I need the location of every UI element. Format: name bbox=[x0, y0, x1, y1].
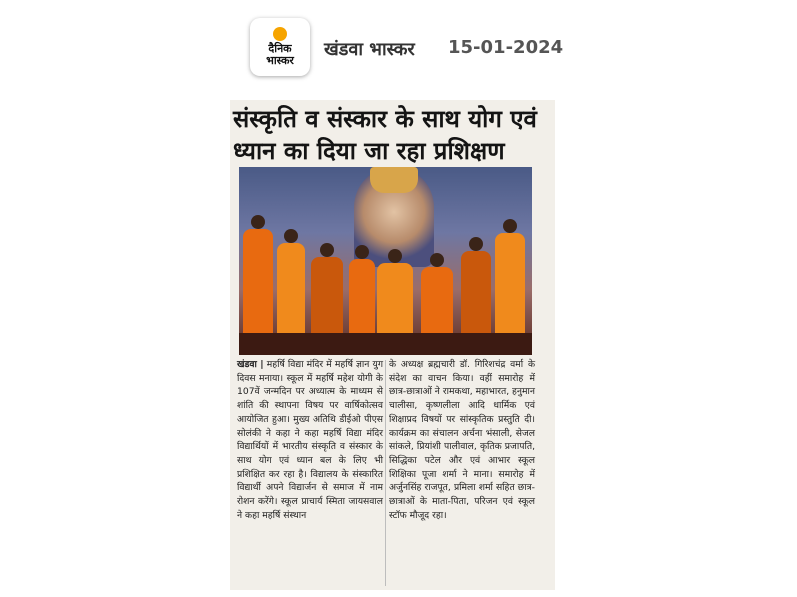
page-header bbox=[0, 0, 797, 90]
publication-date: 15-01-2024 bbox=[448, 37, 564, 58]
deity-crown bbox=[370, 167, 418, 193]
article-photo bbox=[239, 167, 532, 355]
dainik-bhaskar-logo[interactable] bbox=[250, 18, 310, 76]
article-column-left bbox=[237, 358, 383, 522]
dancer-figure bbox=[277, 243, 305, 347]
sun-icon bbox=[273, 27, 287, 41]
dancer-figure bbox=[495, 233, 525, 347]
article-text-left: महर्षि विद्या मंदिर में महर्षि ज्ञान युग दिवस मनाया। स्कूल में महर्षि महेश योगी के 107वें जन्मदिन पर अध्यात्म के माध्यम से शांति की स्थापना विषय पर वार्षिकोत्सव आयोजित हुआ। मुख्य अतिथि डीईओ पीएस सोलंकी ने कहा ने कहा महर्षि विद्या मंदिर विद्यार्थियों में भारतीय संस्कृति व संस्कार के साथ योग एवं ध्यान बल के लिए भी प्रशिक्षित कर रहा है। विद्यालय के संस्कारित विद्यार्थी अपने विद्यार्जन से समाज में नाम रोशन करेंगे। स्कूल प्राचार्य स्मिता जायसवाल ने कहा महर्षि संस्थान bbox=[237, 359, 383, 521]
logo-text-line2: भास्कर bbox=[266, 54, 294, 67]
article-text-right: के अध्यक्ष ब्रह्मचारी डॉ. गिरिशचंद्र वर्मा के संदेश का वाचन किया। वहीं समारोह में छात्र-छात्राओं ने रामकथा, महाभारत, हनुमान चालीसा, कृष्णलीला आदि धार्मिक एवं शिक्षाप्रद विषयों पर सांस्कृतिक प्रस्तुति दी। कार्यक्रम का संचालन अर्चना भंसाली, सेजल सांकले, प्रियांशी पालीवाल, कृतिक प्रजापति, सिद्धिका पटेल और एवं आभार स्कूल शिक्षिका पूजा शर्मा ने माना। समारोह में अर्जुनसिंह राजपूत, प्रमिला शर्मा सहित छात्र-छात्राओं के माता-पिता, परिजन एवं स्कूल स्टॉफ मौजूद रहा। bbox=[389, 359, 535, 521]
logo-text-line1: दैनिक bbox=[268, 42, 292, 55]
article-column-right bbox=[389, 358, 535, 522]
article-dateline: खंडवा | bbox=[237, 359, 264, 370]
stage-floor bbox=[239, 333, 532, 355]
dancer-figure bbox=[243, 229, 273, 347]
column-divider bbox=[385, 360, 386, 586]
article-body bbox=[237, 358, 537, 590]
article-headline: संस्कृति व संस्कार के साथ योग एवं ध्यान का दिया जा रहा प्रशिक्षण bbox=[233, 105, 537, 165]
edition-name: खंडवा भास्कर bbox=[324, 39, 415, 60]
